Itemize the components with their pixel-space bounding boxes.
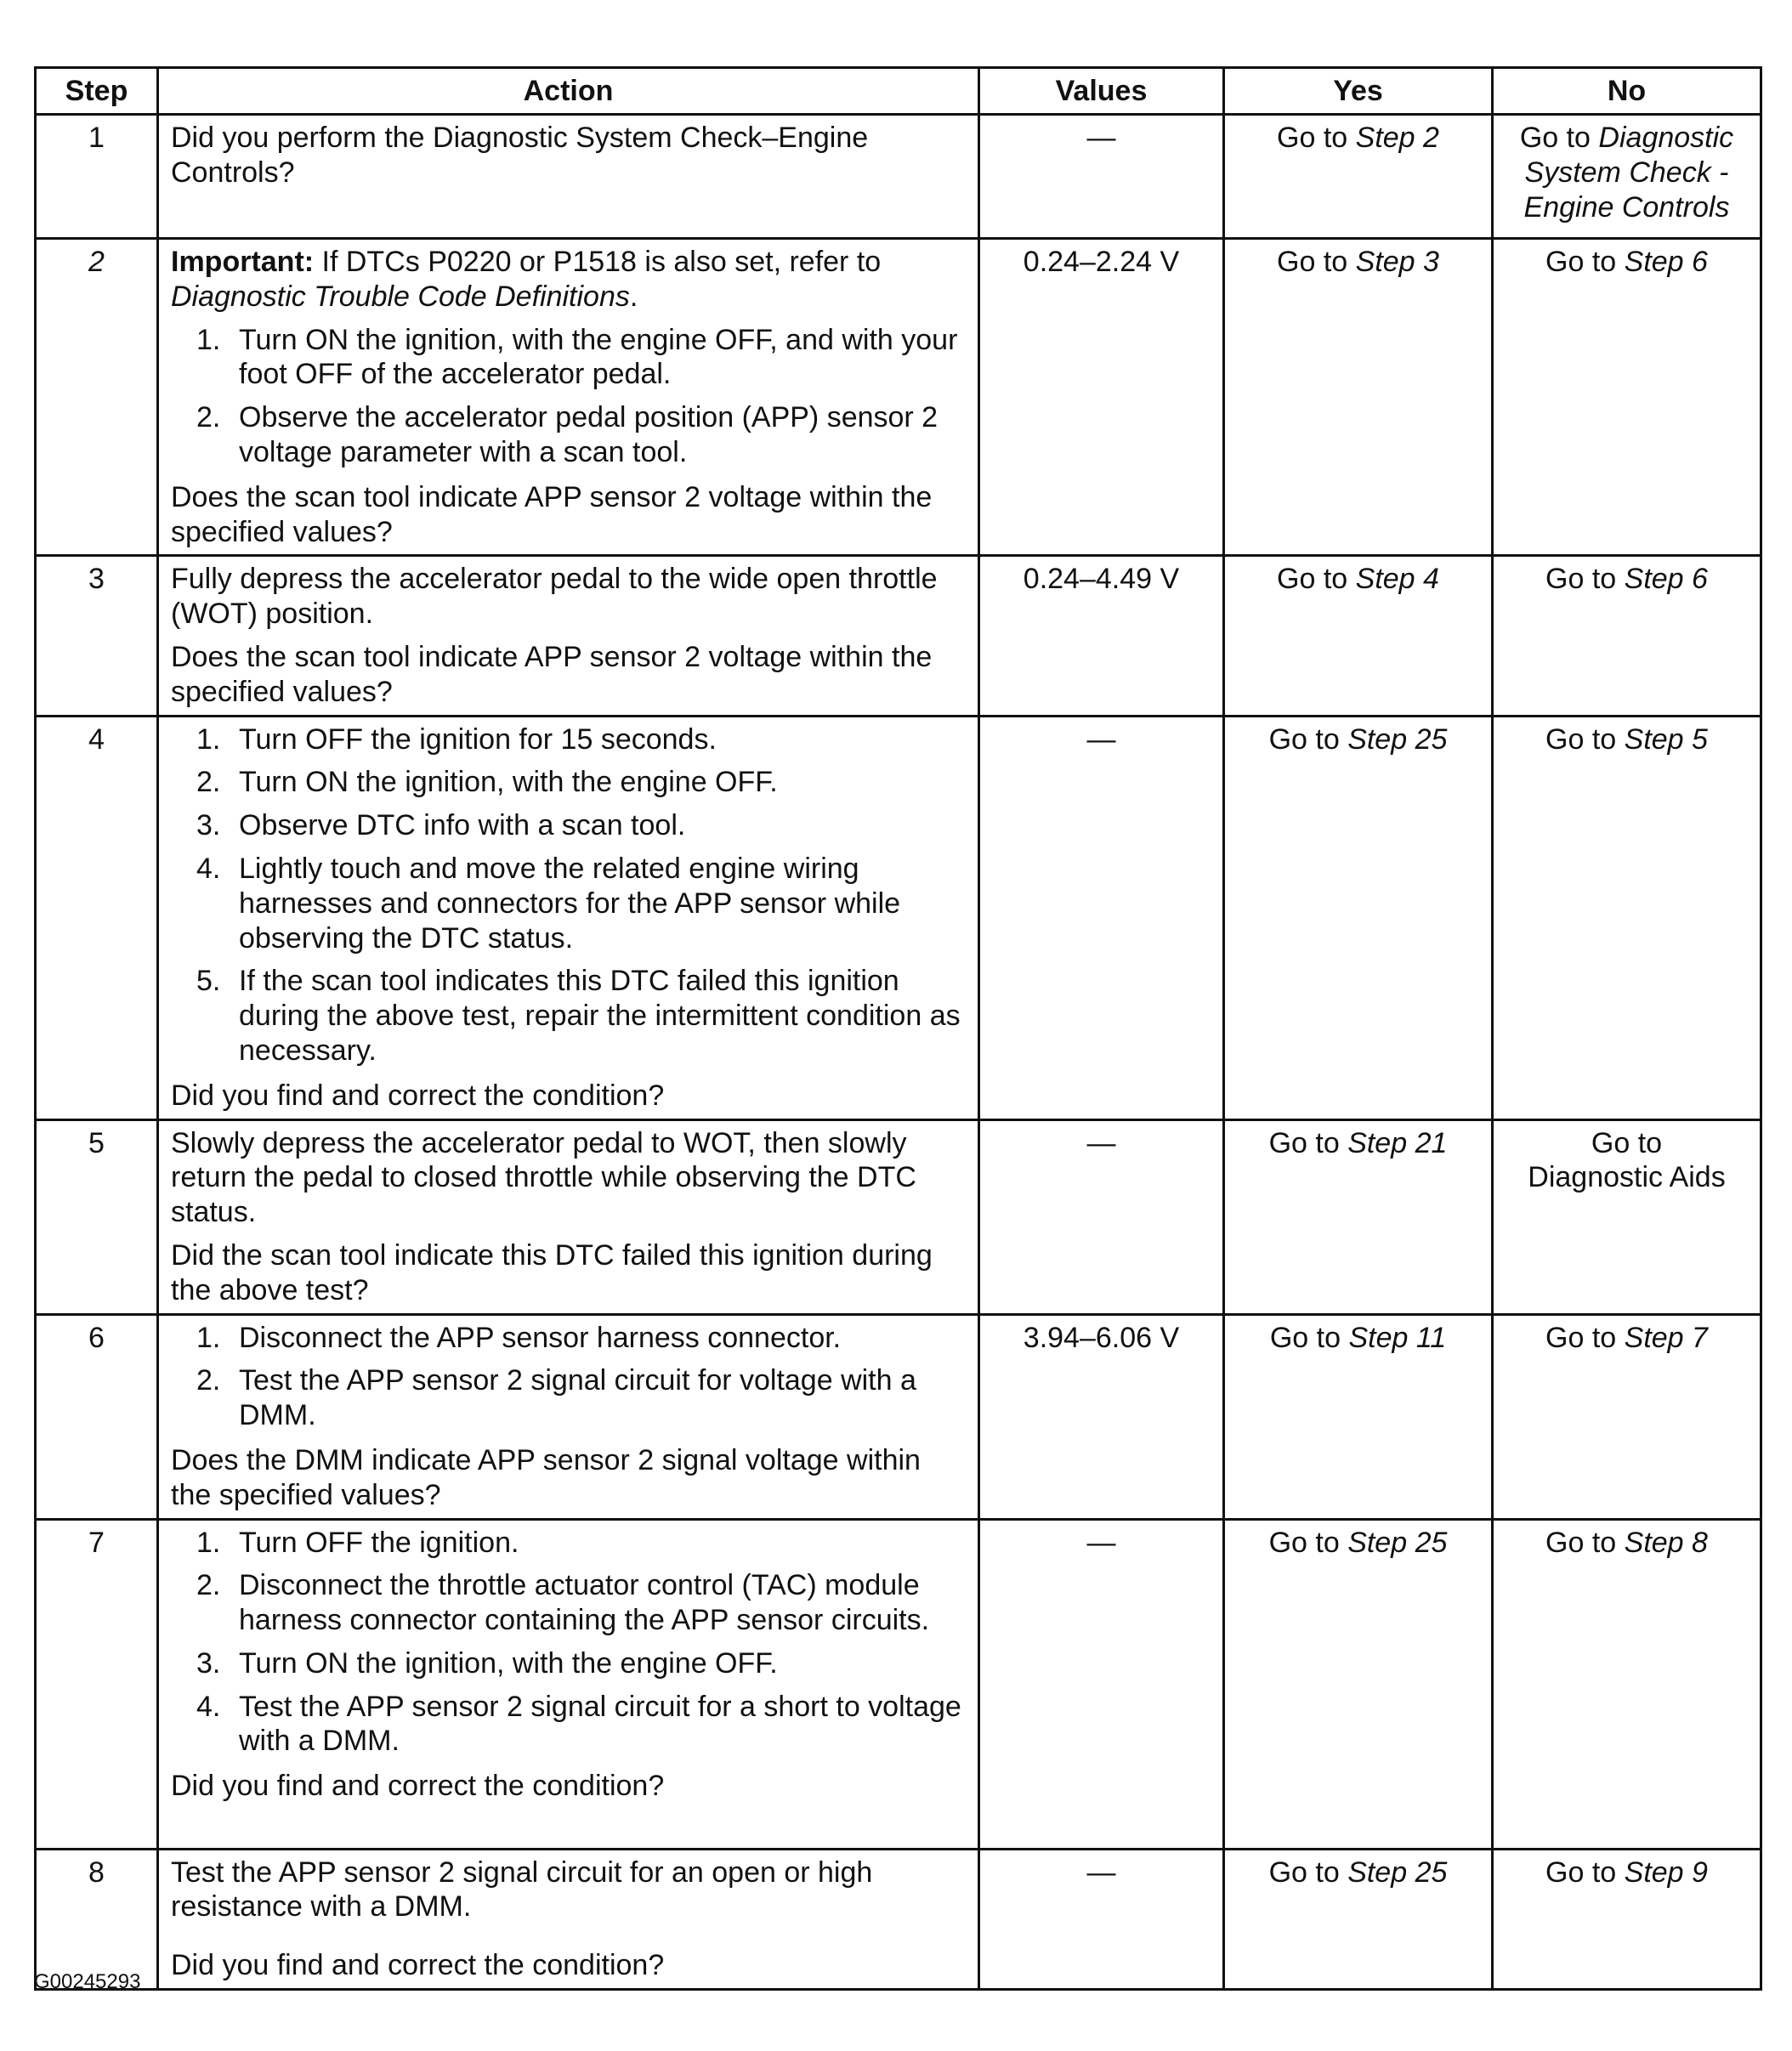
values-cell: 0.24–2.24 V xyxy=(979,239,1224,556)
no-target: Diagnostic System Check - Engine Controls xyxy=(1523,122,1734,224)
action-step-number: 3. xyxy=(196,809,221,842)
no-target: Step 8 xyxy=(1624,1526,1708,1559)
action-step-number: 5. xyxy=(196,965,221,998)
yes-prefix: Go to xyxy=(1277,122,1356,154)
yes-target: Step 3 xyxy=(1355,246,1439,278)
header-yes: Yes xyxy=(1224,68,1493,115)
action-intro: Slowly depress the accelerator pedal to WOT, then slowly return the pedal to closed throttle while observing the DTC status. xyxy=(171,1126,916,1229)
action-cell xyxy=(158,1519,979,1849)
step-cell: 5 xyxy=(36,1119,158,1314)
yes-target: Step 25 xyxy=(1347,1526,1448,1559)
action-step-text: Lightly touch and move the related engine wiring harnesses and connectors for the APP sensor while observing the DTC status. xyxy=(239,852,901,955)
table-row xyxy=(36,1849,1761,1989)
no-prefix: Go to xyxy=(1545,1856,1625,1889)
header-row xyxy=(36,68,1761,115)
action-cell xyxy=(158,1314,979,1519)
table-row xyxy=(36,239,1761,556)
action-step xyxy=(171,1526,966,1561)
important-label: Important: xyxy=(171,246,315,278)
action-step-text: Turn OFF the ignition for 15 seconds. xyxy=(239,722,717,756)
action-step xyxy=(171,1321,966,1356)
yes-target: Step 4 xyxy=(1355,563,1439,596)
yes-prefix: Go to xyxy=(1268,722,1348,756)
action-question: Did you find and correct the condition? xyxy=(171,1770,665,1803)
no-prefix: Go to xyxy=(1591,1126,1663,1159)
yes-target: Step 25 xyxy=(1347,1856,1448,1889)
no-target: Step 7 xyxy=(1624,1321,1708,1354)
action-step-text: Turn ON the ignition, with the engine OFF. xyxy=(239,1646,778,1680)
yes-cell xyxy=(1224,556,1493,716)
no-prefix: Go to xyxy=(1545,1321,1625,1354)
action-step-text: Disconnect the APP sensor harness connector. xyxy=(239,1321,842,1354)
action-steps xyxy=(171,722,966,1068)
yes-target: Step 21 xyxy=(1347,1126,1448,1159)
no-cell xyxy=(1493,239,1761,556)
action-step-text: Turn ON the ignition, with the engine OFF. xyxy=(239,766,778,799)
action-cell xyxy=(158,556,979,716)
yes-prefix: Go to xyxy=(1277,246,1356,278)
action-step-number: 2. xyxy=(196,401,221,434)
no-prefix: Go to xyxy=(1545,246,1625,278)
action-intro: Fully depress the accelerator pedal to the wide open throttle (WOT) position. xyxy=(171,563,938,631)
yes-cell xyxy=(1224,1119,1493,1314)
action-steps xyxy=(171,323,966,470)
action-question: Does the scan tool indicate APP sensor 2 voltage within the specified values? xyxy=(171,480,933,548)
action-step-text: If the scan tool indicates this DTC failed this ignition during the above test, repair the intermittent condition as necessary. xyxy=(239,965,961,1067)
no-target: Step 6 xyxy=(1624,563,1708,596)
table-row xyxy=(36,556,1761,716)
no-cell xyxy=(1493,1519,1761,1849)
action-step xyxy=(171,1568,966,1638)
no-cell xyxy=(1493,1119,1761,1314)
no-prefix: Go to xyxy=(1545,1526,1625,1559)
action-step-number: 1. xyxy=(196,1526,221,1559)
header-no: No xyxy=(1493,68,1761,115)
no-cell xyxy=(1493,716,1761,1119)
table-row xyxy=(36,1519,1761,1849)
yes-cell xyxy=(1224,1314,1493,1519)
table-row xyxy=(36,1119,1761,1314)
yes-cell xyxy=(1224,1519,1493,1849)
action-step-text: Turn OFF the ignition. xyxy=(239,1526,519,1559)
yes-prefix: Go to xyxy=(1268,1126,1348,1159)
figure-id: G00245293 xyxy=(34,1970,141,1993)
yes-cell xyxy=(1224,716,1493,1119)
values-cell: 0.24–4.49 V xyxy=(979,556,1224,716)
table-row xyxy=(36,115,1761,239)
important-ref: Diagnostic Trouble Code Definitions xyxy=(171,280,630,313)
step-cell: 2 xyxy=(36,239,158,556)
action-question: Does the scan tool indicate APP sensor 2 voltage within the specified values? xyxy=(171,640,933,708)
yes-cell xyxy=(1224,115,1493,239)
step-cell: 4 xyxy=(36,716,158,1119)
no-target-plain: Diagnostic Aids xyxy=(1528,1161,1726,1194)
no-prefix: Go to xyxy=(1545,722,1625,756)
no-prefix: Go to xyxy=(1545,563,1625,596)
no-target: Step 6 xyxy=(1624,246,1708,278)
action-step xyxy=(171,808,966,843)
action-step xyxy=(171,964,966,1068)
values-cell: — xyxy=(979,1849,1224,1989)
step-cell: 7 xyxy=(36,1519,158,1849)
yes-target: Step 2 xyxy=(1355,122,1439,154)
action-step-text: Test the APP sensor 2 signal circuit for voltage with a DMM. xyxy=(239,1364,916,1432)
action-step-text: Observe the accelerator pedal position (APP) sensor 2 voltage parameter with a scan tool. xyxy=(239,401,939,468)
action-step-text: Turn ON the ignition, with the engine OFF, and with your foot OFF of the accelerator pedal. xyxy=(239,323,958,391)
step-cell: 6 xyxy=(36,1314,158,1519)
action-step-number: 3. xyxy=(196,1646,221,1680)
action-cell xyxy=(158,1849,979,1989)
action-step xyxy=(171,1363,966,1433)
action-step-number: 2. xyxy=(196,766,221,799)
header-step: Step xyxy=(36,68,158,115)
action-cell xyxy=(158,1119,979,1314)
diagnostic-table xyxy=(34,66,1762,1991)
important-note xyxy=(171,245,966,314)
important-text: If DTCs P0220 or P1518 is also set, refer to xyxy=(314,246,882,278)
action-step xyxy=(171,852,966,955)
action-step-number: 1. xyxy=(196,1321,221,1354)
yes-prefix: Go to xyxy=(1277,563,1356,596)
action-step xyxy=(171,1646,966,1681)
yes-prefix: Go to xyxy=(1268,1856,1348,1889)
action-question: Did you find and correct the condition? xyxy=(171,1079,665,1112)
table-body xyxy=(36,115,1761,1990)
values-cell: — xyxy=(979,716,1224,1119)
yes-target: Step 25 xyxy=(1347,722,1448,756)
step-cell: 3 xyxy=(36,556,158,716)
action-cell xyxy=(158,716,979,1119)
action-step xyxy=(171,1690,966,1759)
action-step-number: 1. xyxy=(196,323,221,356)
action-question: Does the DMM indicate APP sensor 2 signal voltage within the specified values? xyxy=(171,1443,921,1511)
header-values: Values xyxy=(979,68,1224,115)
yes-cell xyxy=(1224,239,1493,556)
action-question: Did you find and correct the condition? xyxy=(171,1949,665,1982)
action-step-text: Observe DTC info with a scan tool. xyxy=(239,809,686,842)
values-cell: — xyxy=(979,1119,1224,1314)
no-prefix: Go to xyxy=(1519,122,1599,154)
no-target: Step 9 xyxy=(1624,1856,1708,1889)
header-action: Action xyxy=(158,68,979,115)
table-row xyxy=(36,1314,1761,1519)
action-question: Did the scan tool indicate this DTC failed this ignition during the above test? xyxy=(171,1238,933,1306)
action-step-text: Test the APP sensor 2 signal circuit for a short to voltage with a DMM. xyxy=(239,1690,961,1758)
values-cell: 3.94–6.06 V xyxy=(979,1314,1224,1519)
action-steps xyxy=(171,1526,966,1759)
action-cell xyxy=(158,239,979,556)
yes-prefix: Go to xyxy=(1268,1526,1348,1559)
action-step-number: 4. xyxy=(196,852,221,885)
action-cell xyxy=(158,115,979,239)
action-step-number: 4. xyxy=(196,1690,221,1723)
values-cell: — xyxy=(979,115,1224,239)
action-intro: Did you perform the Diagnostic System Check–Engine Controls? xyxy=(171,122,869,189)
action-step-text: Disconnect the throttle actuator control (TAC) module harness connector containing the APP sensor circuits. xyxy=(239,1569,930,1637)
yes-target: Step 11 xyxy=(1348,1321,1447,1354)
action-step xyxy=(171,722,966,757)
action-step xyxy=(171,765,966,800)
action-intro: Test the APP sensor 2 signal circuit for an open or high resistance with a DMM. xyxy=(171,1856,873,1924)
action-step-number: 1. xyxy=(196,722,221,756)
no-target: Step 5 xyxy=(1624,722,1708,756)
step-cell: 1 xyxy=(36,115,158,239)
action-step-number: 2. xyxy=(196,1364,221,1397)
no-cell xyxy=(1493,556,1761,716)
action-steps xyxy=(171,1321,966,1433)
no-cell xyxy=(1493,115,1761,239)
action-step xyxy=(171,323,966,393)
table-row xyxy=(36,716,1761,1119)
yes-prefix: Go to xyxy=(1269,1321,1349,1354)
action-step-number: 2. xyxy=(196,1569,221,1602)
values-cell: — xyxy=(979,1519,1224,1849)
yes-cell xyxy=(1224,1849,1493,1989)
important-end: . xyxy=(629,280,638,313)
step-cell: 8 xyxy=(36,1849,158,1989)
no-cell xyxy=(1493,1849,1761,1989)
no-cell xyxy=(1493,1314,1761,1519)
action-step xyxy=(171,400,966,470)
